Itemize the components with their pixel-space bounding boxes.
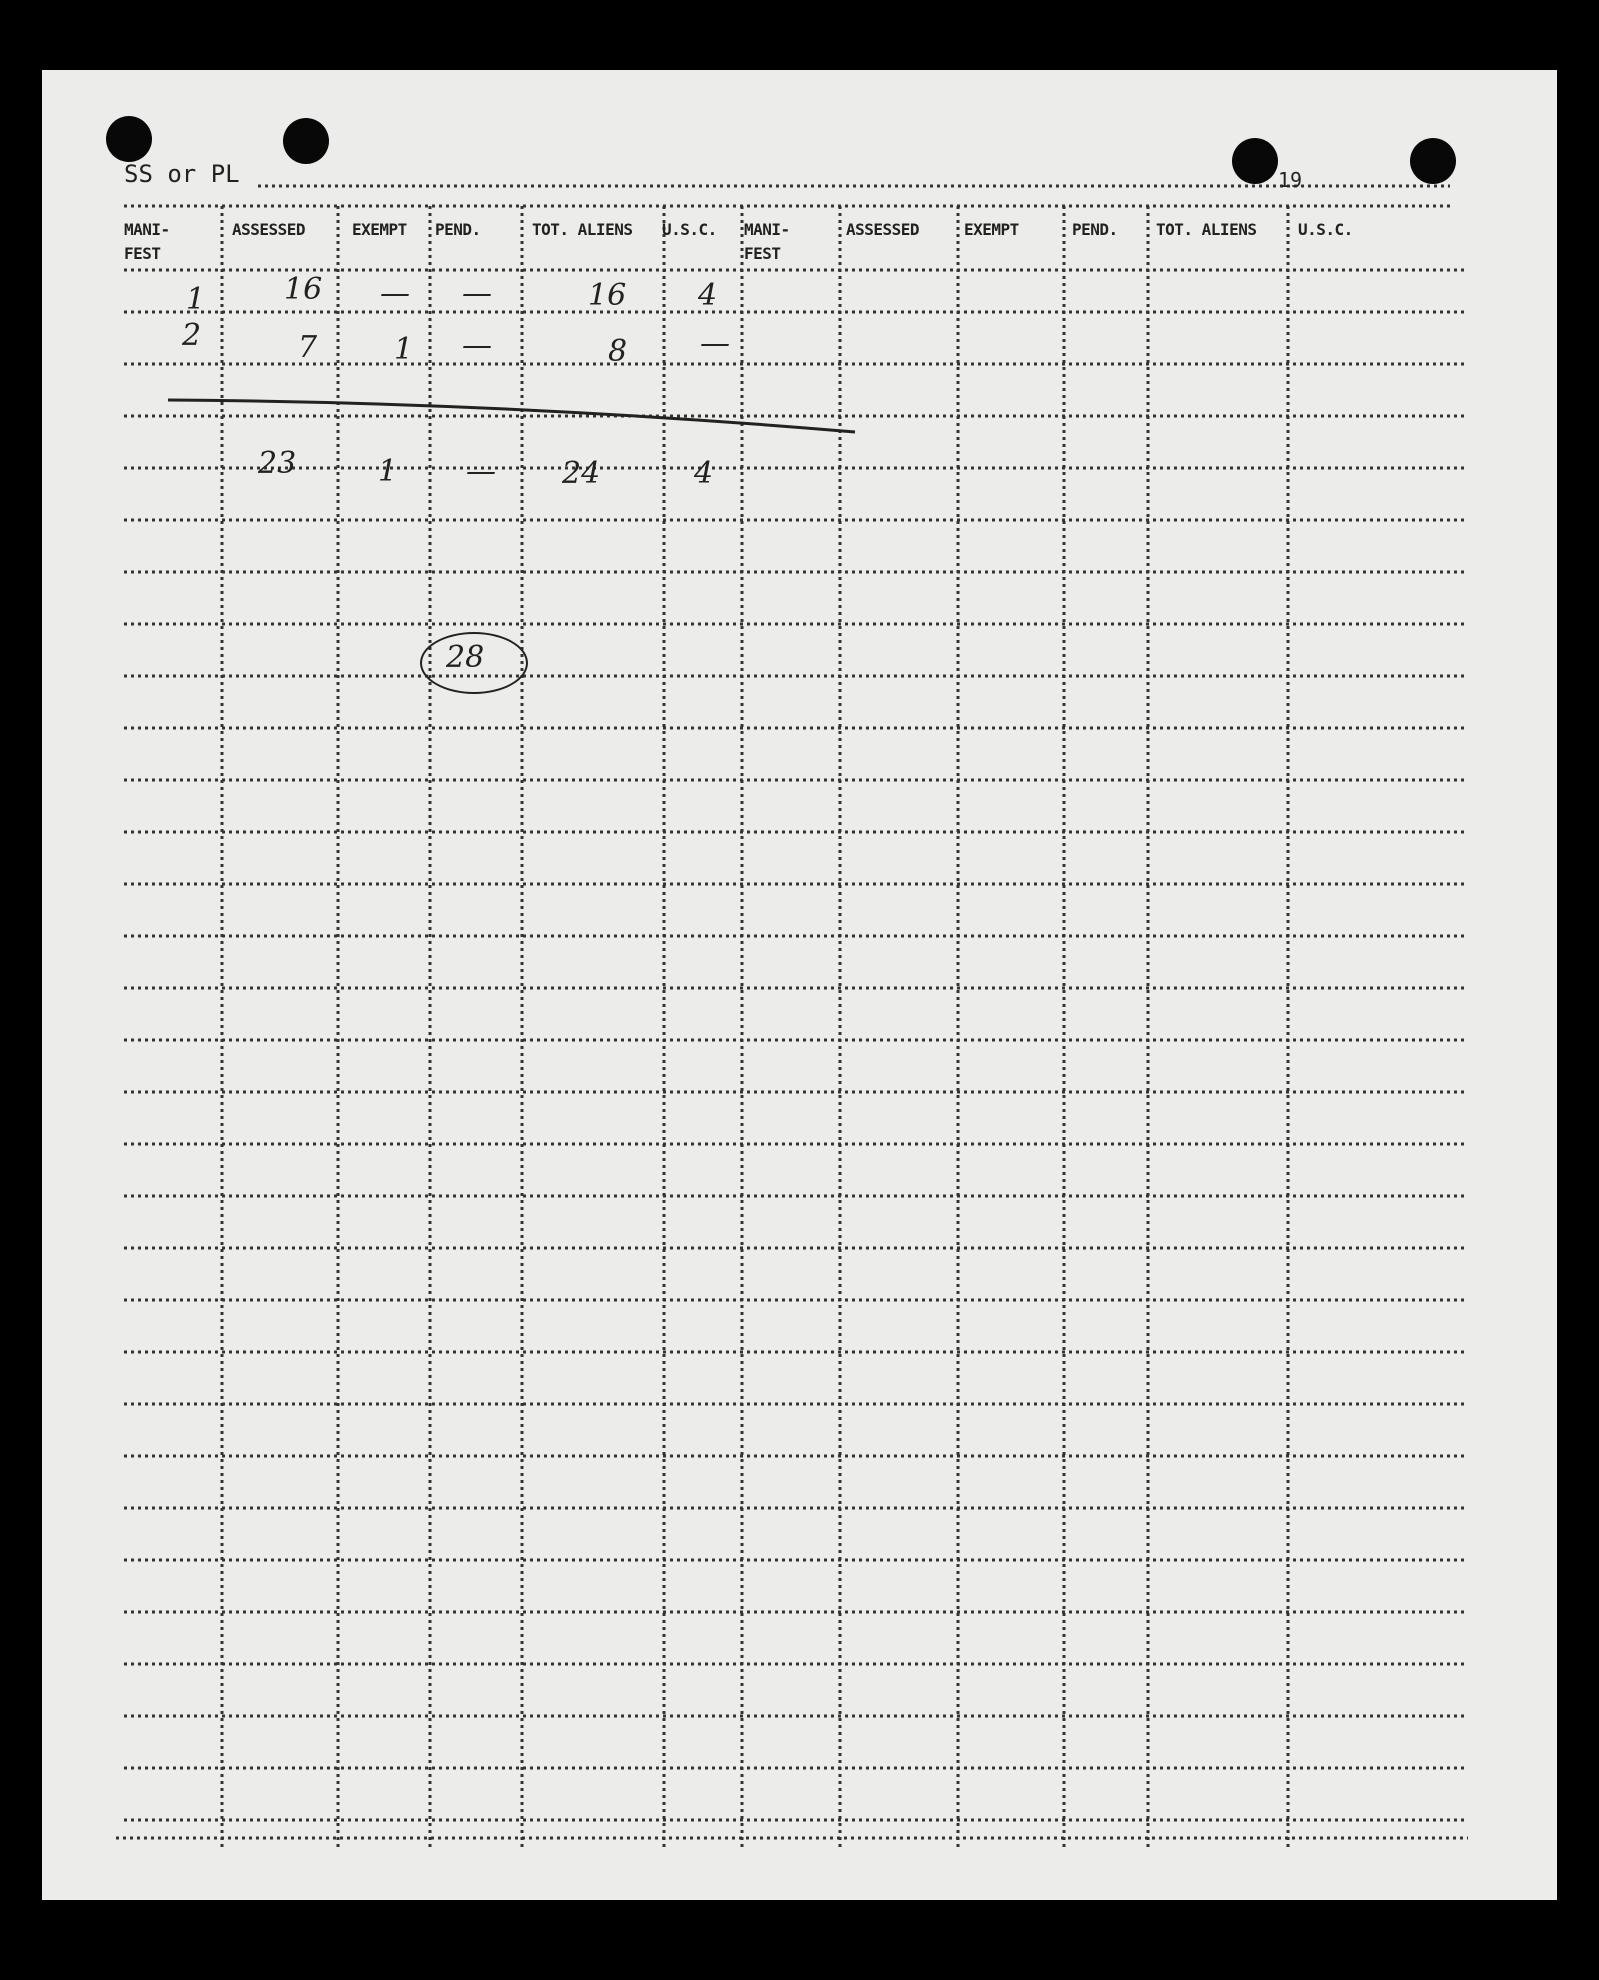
entry-pend: — (462, 276, 492, 311)
entry-assessed: 16 (284, 272, 323, 307)
total-assessed: 23 (258, 446, 297, 481)
header-assessed: ASSESSED (232, 220, 306, 239)
entry-assessed: 7 (298, 330, 318, 365)
entry-manifest: 2 (182, 318, 202, 353)
entry-usc: 4 (698, 278, 718, 313)
header-pend: PEND. (1072, 220, 1118, 239)
header-exempt: EXEMPT (964, 220, 1019, 239)
entry-manifest: 1 (186, 282, 206, 317)
entry-exempt: 1 (394, 332, 414, 367)
header-manifest: MANI- FEST (124, 220, 170, 263)
vessel-label: SS or PL (124, 160, 240, 188)
header-exempt: EXEMPT (352, 220, 407, 239)
header-pend: PEND. (435, 220, 481, 239)
entry-usc: — (700, 326, 730, 361)
header-tot-aliens: TOT. ALIENS (532, 220, 633, 239)
entry-tot-aliens: 8 (608, 334, 628, 369)
entry-tot-aliens: 16 (588, 278, 627, 313)
circled-total: 28 (446, 640, 485, 675)
header-tot-aliens: TOT. ALIENS (1156, 220, 1257, 239)
total-usc: 4 (694, 456, 714, 491)
header-usc: U.S.C. (662, 220, 717, 239)
entry-pend: — (462, 328, 492, 363)
header-manifest: MANI- FEST (744, 220, 790, 263)
total-pend: — (466, 454, 496, 489)
total-exempt: 1 (378, 454, 398, 489)
header-usc: U.S.C. (1298, 220, 1353, 239)
total-tot-aliens: 24 (562, 456, 601, 491)
entry-exempt: — (380, 276, 410, 311)
header-assessed: ASSESSED (846, 220, 920, 239)
year-label: 19 (1278, 168, 1303, 192)
